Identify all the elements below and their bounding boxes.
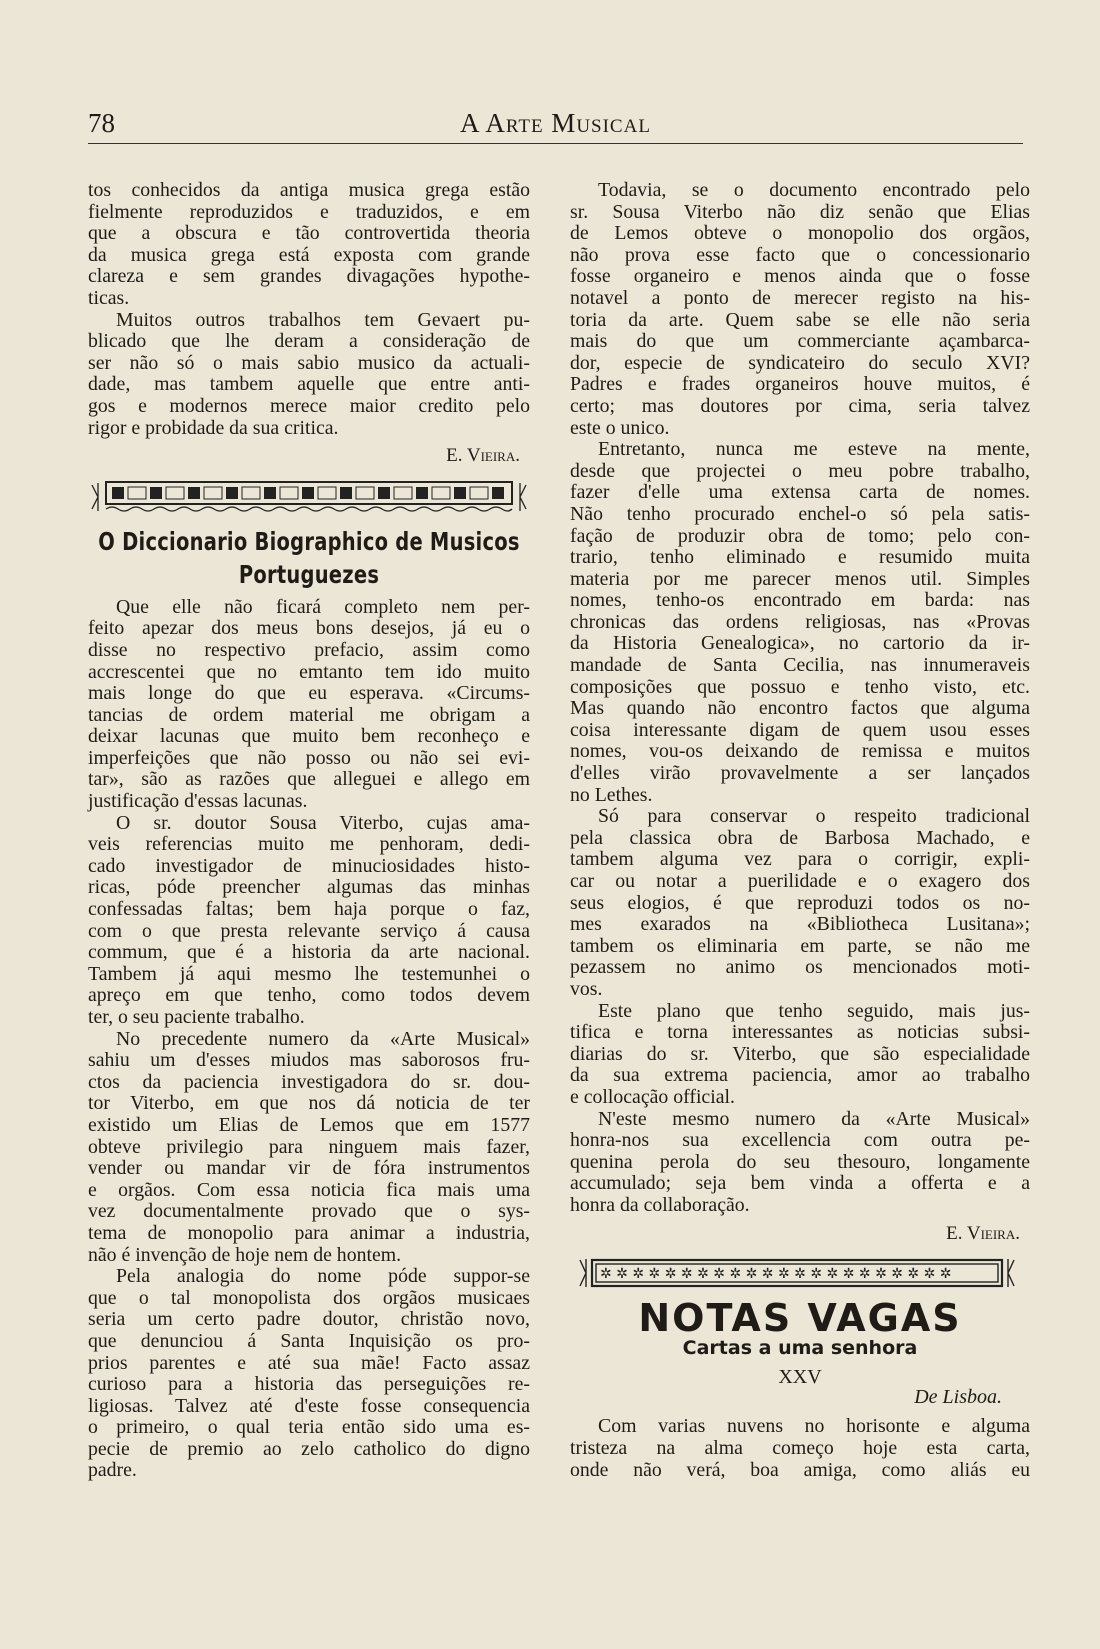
ornament-divider [88, 479, 530, 515]
text-line: não prova esse facto que o concessionario [570, 243, 1030, 266]
text-line: desde que projectei o meu pobre trabalho, [570, 459, 1030, 482]
text-line: dade, mas tambem aquelle que entre anti- [88, 373, 530, 396]
left-column [88, 180, 530, 1482]
text-line: Entretanto, nunca me esteve na mente, [598, 438, 1030, 461]
text-line: rigor e probidade da sua critica. [88, 416, 339, 439]
text-line: trario, tenho eliminado e resumido muita [570, 546, 1030, 569]
text-line: Padres e frades organeiros houve muitos, é [570, 373, 1030, 396]
text-line: diarias do sr. Viterbo, que são especialidade [570, 1042, 1030, 1065]
text-line: onde não verá, boa amiga, como aliás eu [570, 1458, 1030, 1481]
header-rule [88, 143, 1023, 144]
text-line: no Lethes. [570, 783, 653, 806]
text-line: O sr. doutor Sousa Viterbo, cujas ama- [116, 811, 530, 834]
text-line: tos conhecidos da antiga musica grega estão [88, 179, 530, 201]
letter-body [570, 1416, 1030, 1481]
section-number: XXV [778, 1366, 822, 1389]
text-line: blicado que lhe deram a consideração de [88, 330, 530, 353]
text-line: vez documentalmente provado que o sys- [88, 1200, 530, 1223]
text-line: pezassem no animo os mencionados moti- [570, 956, 1030, 979]
text-line: Mas quando não encontro factos que alguma [570, 697, 1030, 720]
text-line: mais longe do que eu esperava. «Circums- [88, 682, 530, 705]
text-line: sahiu um d'esses miudos mas saborosos fru- [88, 1049, 530, 1072]
page-number: 78 [88, 108, 115, 138]
text-line: certo; mas doutores por cima, seria talvez [570, 394, 1030, 417]
text-line: obteve privilegio para ninguem mais fazer, [88, 1135, 530, 1158]
text-line: coisa interessante digam de quem usou esses [570, 718, 1030, 741]
text-line: este o unico. [570, 416, 670, 439]
text-line: tristeza na alma começo hoje esta carta, [570, 1437, 1030, 1460]
text-line: Só para conservar o respeito tradicional [598, 805, 1030, 828]
text-line: notavel a ponto de merecer registo na his- [570, 286, 1030, 309]
text-line: da musica grega está exposta com grande [88, 243, 530, 266]
svg-text:✲ ✲ ✲ ✲ ✲ ✲ ✲ ✲ ✲ ✲ ✲ ✲ ✲ ✲ ✲: ✲ ✲ ✲ ✲ ✲ ✲ ✲ ✲ ✲ ✲ ✲ ✲ ✲ ✲ ✲ ✲ ✲ ✲ ✲ ✲ ✲ ✲ [600, 1266, 952, 1283]
text-line: vender ou mandar vir de fóra instrumentos [88, 1157, 530, 1180]
text-line: vos. [570, 977, 603, 1000]
text-line: ricas, póde preencher algumas das minhas [88, 876, 530, 899]
text-line: accrescentei que no emtanto tem ido muito [88, 660, 530, 683]
text-line: tambem alguma vez para o corrigir, expli- [570, 848, 1030, 871]
text-line: fosse organeiro e menos ainda que o fosse [570, 265, 1030, 288]
text-line: Este plano que tenho seguido, mais jus- [598, 999, 1030, 1022]
text-line: sr. Sousa Viterbo não diz senão que Elias [570, 200, 1030, 223]
text-line: que o tal monopolista dos orgãos musicaes [88, 1286, 530, 1309]
text-line: clareza e sem grandes divagações hypothe- [88, 265, 530, 288]
intro-paragraphs [88, 180, 530, 439]
text-line: tifica e torna interessantes as noticias subsi- [570, 1021, 1030, 1044]
article-title: O Diccionario Biographico de Musicos Portuguezes [98, 526, 520, 589]
text-line: tambem os eliminaria em parte, se não me [570, 934, 1030, 957]
text-line: confessadas faltas; bem haja porque o faz, [88, 898, 530, 921]
text-line: ctos da paciencia investigadora do sr. dou- [88, 1070, 530, 1093]
text-line: fazer d'elle uma extensa carta de nomes. [570, 481, 1030, 504]
text-line: No precedente numero da «Arte Musical» [116, 1027, 530, 1050]
text-line: nomes, vou-os deixando de remissa e muitos [570, 740, 1030, 763]
text-line: o primeiro, o qual teria então sido uma es- [88, 1416, 530, 1439]
text-line: com o que presta relevante serviço á causa [88, 919, 530, 942]
text-line: disse no respectivo prefacio, assim como [88, 638, 530, 661]
section-title: NOTAS VAGAS [638, 1296, 962, 1341]
section-subtitle: Cartas a uma senhora [682, 1336, 918, 1359]
text-line: mais do que um commerciante açambarca- [570, 330, 1030, 353]
text-line: chronicas das ordens religiosas, nas «Provas [570, 610, 1030, 633]
text-line: nomes, tenho-os encontrado em barda: nas [570, 589, 1030, 612]
text-line: composições que possuo e tenho visto, etc. [570, 675, 1030, 698]
right-column [570, 180, 1030, 1481]
text-line: accumulado; seja bem vinda a offerta e a [570, 1172, 1030, 1195]
text-line: tar», são as razões que alleguei e allego em [88, 768, 530, 791]
place-line: De Lisboa. [914, 1385, 1002, 1408]
text-line: car ou notar a puerilidade e o exagero dos [570, 870, 1030, 892]
text-line: gos e modernos merece maior credito pelo [88, 394, 530, 417]
text-line: seus elogios, é que reproduzi todos os no- [570, 891, 1030, 914]
text-line: mandade de Santa Cecilia, nas innumeraveis [570, 654, 1030, 677]
text-line: mes exarados na «Bibliotheca Lusitana»; [570, 913, 1030, 936]
text-line: da Historia Genealogica», no cartorio da ir- [570, 632, 1030, 655]
text-line: padre. [88, 1459, 137, 1482]
text-line: N'este mesmo numero da «Arte Musical» [598, 1107, 1030, 1130]
text-line: cado investigador de minuciosidades histo- [88, 854, 530, 877]
text-line: da sua extrema paciencia, amor ao trabalho [570, 1064, 1030, 1087]
text-line: existido um Elias de Lemos que em 1577 [88, 1113, 530, 1136]
text-line: dor, especie de syndicateiro do seculo XVI? [570, 351, 1030, 374]
text-line: fação de produzir obra de tomo; pelo con- [570, 524, 1030, 547]
text-line: Com varias nuvens no horisonte e alguma [598, 1415, 1030, 1438]
text-line: tor Viterbo, em que nos dá noticia de ter [88, 1092, 530, 1115]
text-line: não é invenção de hoje nem de hontem. [88, 1243, 402, 1266]
text-line: quenina perola do seu thesouro, longamente [570, 1150, 1030, 1173]
text-line: pela classica obra de Barbosa Machado, e [570, 826, 1030, 849]
text-line: fielmente reproduzidos e traduzidos, e em [88, 200, 530, 223]
text-line: e orgãos. Com essa noticia fica mais uma [88, 1178, 530, 1201]
ornament-divider [576, 1256, 1018, 1290]
text-line: ter, o seu paciente trabalho. [88, 1006, 305, 1028]
article-body-continued [570, 180, 1030, 1217]
text-line: materia por me parecer menos util. Simples [570, 567, 1030, 590]
text-line: tema de monopolio para animar a industria, [88, 1221, 530, 1244]
text-line: ticas. [88, 286, 130, 309]
text-line: Muitos outros trabalhos tem Gevaert pu- [116, 308, 530, 331]
text-line: pecie de premio ao zelo catholico do digno [88, 1437, 530, 1460]
text-line: commum, que é a historia da arte nacional. [88, 941, 530, 964]
article-body [88, 597, 530, 1482]
text-line: seria um certo padre doutor, christão novo, [88, 1308, 530, 1331]
text-line: imperfeições que não posso ou não sei evi- [88, 746, 530, 769]
text-line: e collocação official. [570, 1085, 735, 1108]
text-line: de Lemos obteve o monopolio dos orgãos, [570, 222, 1030, 245]
text-line: que denunciou á Santa Inquisição os pro- [88, 1329, 530, 1352]
text-line: Todavia, se o documento encontrado pelo [598, 179, 1030, 201]
text-line: apreço em que tenho, como todos devem [88, 984, 530, 1007]
text-line: Não tenho procurado enchel-o só pela satis- [570, 502, 1030, 525]
text-line: ligiosas. Talvez até d'este fosse consequencia [88, 1394, 530, 1417]
text-line: honra-nos sua excellencia com outra pe- [570, 1129, 1030, 1152]
text-line: prios parentes e até sua mãe! Facto assaz [88, 1351, 530, 1374]
text-line: tancias de ordem material me obrigam a [88, 703, 530, 726]
author-signature: E. Vieira. [446, 445, 520, 467]
text-line: justificação d'essas lacunas. [88, 790, 308, 813]
author-signature: E. Vieira. [946, 1222, 1020, 1244]
text-line: honra da collaboração. [570, 1193, 750, 1216]
text-line: d'elles virão provavelmente a ser lançados [570, 762, 1030, 785]
text-line: feito apezar dos meus bons desejos, já eu o [88, 617, 530, 640]
text-line: Que elle não ficará completo nem per- [116, 595, 530, 618]
text-line: ser não só o mais sabio musico da actuali- [88, 351, 530, 374]
text-line: Tambem já aqui mesmo lhe testemunhei o [88, 962, 530, 985]
text-line: veis referencias muito me penhoram, dedi- [88, 833, 530, 856]
text-line: curioso para a historia das perseguições re- [88, 1373, 530, 1396]
text-line: toria da arte. Quem sabe se elle não seria [570, 308, 1030, 331]
text-line: que a obscura e tão controvertida theoria [88, 222, 530, 245]
running-title: A Arte Musical [460, 108, 651, 138]
text-line: deixar lacunas que muito bem reconheço e [88, 725, 530, 748]
page-header [88, 108, 1023, 142]
text-line: Pela analogia do nome póde suppor-se [116, 1265, 530, 1288]
